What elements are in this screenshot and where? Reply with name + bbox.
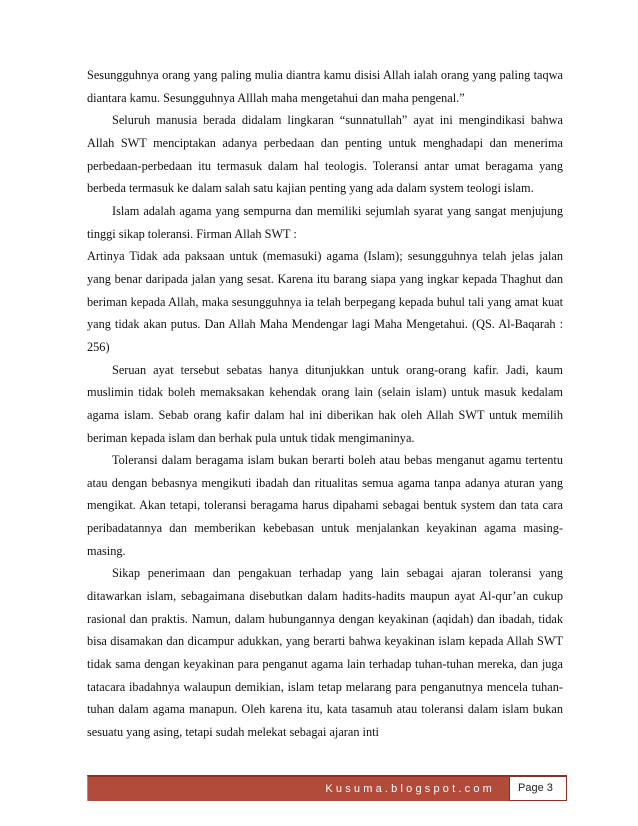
footer-blog-bar bbox=[87, 775, 509, 801]
paragraph-2: Seluruh manusia berada didalam lingkaran “sunnatullah” ayat ini mengindikasi bahwa Allah SWT menciptakan adanya perbedaan dan penting untuk menghadapi dan menerima perbedaan-perbedaan itu termasuk dalam hal teologis. Toleransi antar umat beragama yang berbeda termasuk ke dalam salah satu kajian penting yang ada dalam system teologi islam. bbox=[87, 113, 563, 196]
footer-page-box bbox=[509, 775, 567, 801]
paragraph-4: Artinya Tidak ada paksaan untuk (memasuki) agama (Islam); sesungguhnya telah jelas jalan yang benar daripada jalan yang sesat. Karena itu barang siapa yang ingkar kepada Thaghut dan beriman kepada Allah, maka sesungguhnya ia telah berpegang kepada buhul tali yang amat kuat yang tidak akan putus. Dan Allah Maha Mendengar lagi Maha Mengetahui. (QS. Al-Baqarah : 256) bbox=[87, 249, 563, 354]
paragraph-5: Seruan ayat tersebut sebatas hanya ditunjukkan untuk orang-orang kafir. Jadi, kaum muslimin tidak boleh memaksakan kehendak orang lain (selain islam) untuk masuk kedalam agama islam. Sebab orang kafir dalam hal ini diberikan hak oleh Allah SWT untuk memilih beriman kepada islam dan berhak pula untuk tidak mengimaninya. bbox=[87, 362, 563, 445]
footer-blog-name: Kusuma.blogspot.com bbox=[325, 783, 495, 795]
paragraph-3: Islam adalah agama yang sempurna dan memiliki sejumlah syarat yang sangat menjujung tinggi sikap toleransi. Firman Allah SWT : bbox=[87, 203, 563, 241]
paragraph-6: Toleransi dalam beragama islam bukan berarti boleh atau bebas menganut agamu tertentu atau dengan bebasnya mengikuti ibadah dan ritualitas semua agama tanpa adanya aturan yang mengikat. Akan tetapi, toleransi beragama harus dipahami sebagai bentuk system dan tata cara peribadatannya dan memberikan kebebasan untuk menjalankan keyakinan agama masing-masing. bbox=[87, 453, 563, 558]
page-footer bbox=[87, 775, 567, 801]
body-text bbox=[87, 64, 563, 744]
paragraph-7: Sikap penerimaan dan pengakuan terhadap yang lain sebagai ajaran toleransi yang ditawarkan islam, sebagaimana disebutkan dalam hadits-hadits maupun ayat Al-qur’an cukup rasional dan praktis. Namun, dalam hubungannya dengan keyakinan (aqidah) dan ibadah, tidak bisa disamakan dan dicampur adukkan, yang berarti bahwa keyakinan islam kepada Allah SWT tidak sama dengan keyakinan para penganut agama lain terhadap tuhan-tuhan mereka, dan juga tatacara ibadahnya walaupun demikian, islam tetap melarang para penganutnya mencela tuhan-tuhan dalam agama manapun. Oleh karena itu, kata tasamuh atau toleransi dalam islam bukan sesuatu yang asing, tetapi sudah melekat sebagai ajaran inti bbox=[87, 566, 563, 740]
paragraph-1: Sesungguhnya orang yang paling mulia diantra kamu disisi Allah ialah orang yang paling taqwa diantara kamu. Sesungguhnya Alllah maha mengetahui dan maha pengenal.” bbox=[87, 68, 563, 105]
page-number: Page 3 bbox=[518, 782, 553, 794]
